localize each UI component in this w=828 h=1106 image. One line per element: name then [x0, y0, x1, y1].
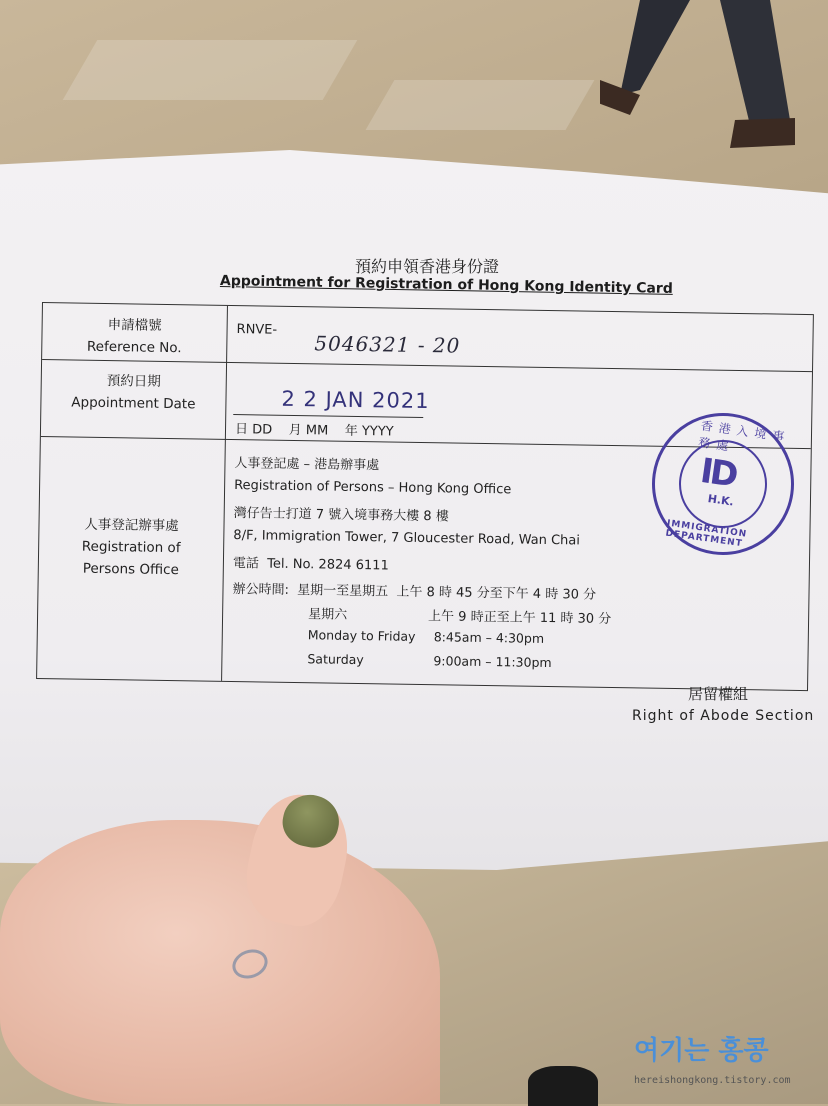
appointment-date-label	[41, 369, 226, 416]
office-hours-saturday-day-en: Saturday	[307, 651, 364, 668]
stamp-ring-bottom-text: IMMIGRATION DEPARTMENT	[664, 518, 748, 550]
stamp-region: H.K.	[706, 492, 735, 509]
reference-number-handwritten: 5046321 - 20	[314, 331, 461, 358]
document-title-english: Appointment for Registration of Hong Kong Identity Card	[219, 273, 673, 297]
floor-tile	[63, 40, 358, 100]
office-hours-weekday-time-en: 8:45am – 4:30pm	[433, 629, 545, 646]
walking-person-legs	[600, 0, 800, 150]
office-hours-saturday-time-cn: 上午 9 時正至上午 11 時 30 分	[427, 609, 612, 627]
appointment-date-label-cn: 預約日期	[106, 373, 161, 390]
appointment-date-label-en: Appointment Date	[71, 394, 196, 413]
reference-label	[42, 313, 227, 360]
shoe	[528, 1066, 598, 1106]
office-name-en: Registration of Persons – Hong Kong Office	[234, 478, 512, 498]
date-underline	[233, 414, 423, 418]
office-telephone: 電話 Tel. No. 2824 6111	[232, 556, 389, 574]
reference-label-cn: 申請檔號	[107, 317, 162, 334]
office-hours-weekday-day-en: Monday to Friday	[307, 627, 416, 644]
office-label-cn: 人事登記辦事處	[84, 516, 179, 535]
appointment-date-stamped: 2 2 JAN 2021	[281, 386, 430, 414]
date-format-hint: 日 DD 月 MM 年 YYYY	[234, 422, 394, 440]
reference-prefix: RNVE-	[236, 322, 278, 338]
office-hours-saturday-day-cn: 星期六	[308, 607, 348, 623]
office-name-cn: 人事登記處 – 港島辦事處	[234, 456, 380, 474]
office-hours-saturday-time-en: 9:00am – 11:30pm	[433, 653, 552, 671]
watermark-url: hereishongkong.tistory.com	[634, 1075, 791, 1086]
office-label-en-line1: Registration of	[81, 538, 181, 557]
floor-tile	[366, 80, 595, 130]
section-label-cn: 居留權組	[688, 685, 749, 703]
stamp-ring-top-text: 香港入境事務處	[697, 418, 792, 455]
office-address-cn: 灣仔告士打道 7 號入境事務大樓 8 樓	[233, 506, 449, 525]
document-title-chinese: 預約申領香港身份證	[355, 257, 500, 276]
watermark-korean: 여기는 홍콩	[634, 1036, 769, 1066]
office-hours-weekday-cn: 辦公時間: 星期一至星期五 上午 8 時 45 分至下午 4 時 30 分	[232, 582, 597, 603]
office-label-en-line2: Persons Office	[82, 560, 179, 579]
office-address-en: 8/F, Immigration Tower, 7 Gloucester Road, Wan Chai	[233, 528, 581, 549]
office-label	[39, 513, 224, 582]
stamp-id-mark: ID	[697, 450, 738, 496]
section-label-en: Right of Abode Section	[632, 708, 815, 724]
reference-label-en: Reference No.	[86, 338, 182, 357]
